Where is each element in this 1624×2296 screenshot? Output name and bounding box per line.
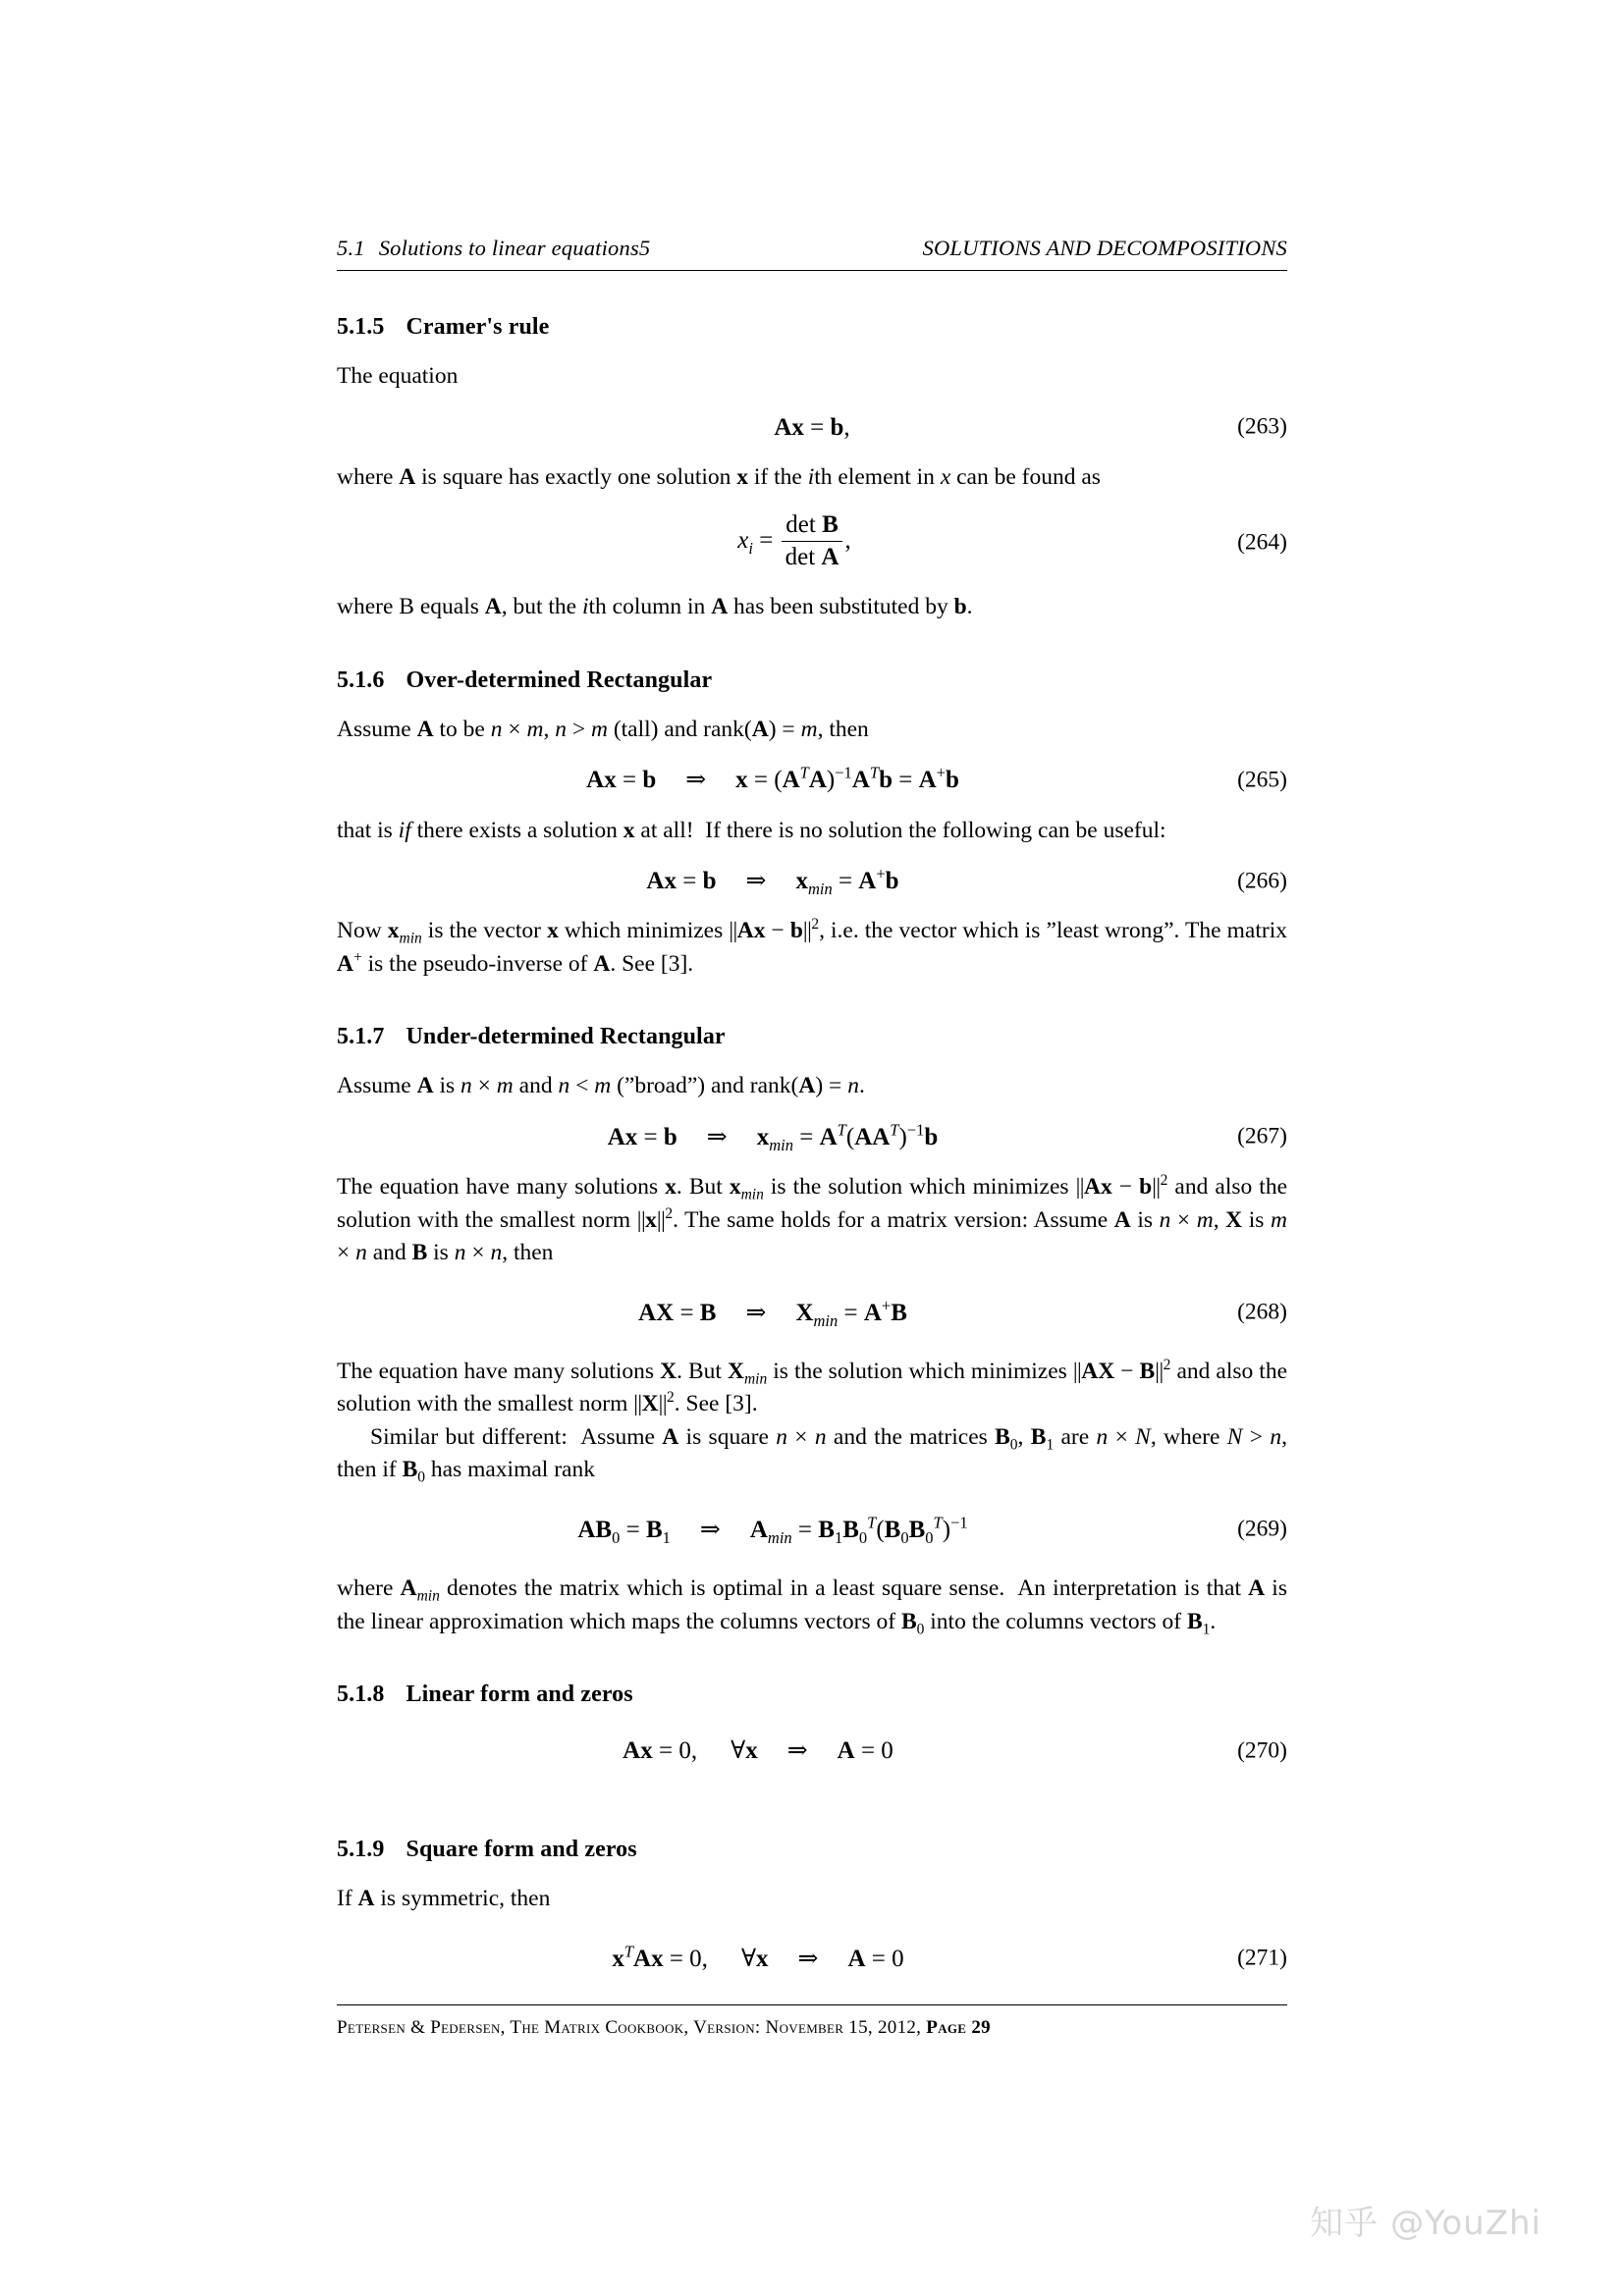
- equation-265-body: Ax = b ⇒ $x = (A^TA)^{-1}A^Tb = A^+b$: [586, 763, 959, 794]
- paragraph-after-265: that is if there exists a solution x at all! If there is no solution the following can be useful:: [337, 817, 1166, 843]
- footer-text: [337, 2017, 1287, 2039]
- equation-266: [337, 860, 1287, 902]
- spacer: [337, 1334, 1287, 1356]
- section-title: Linear form and zeros: [406, 1682, 633, 1707]
- paragraph-after-269: where $A_{min}$ denotes the matrix which is optimal in a least square sense. An interpretation is that A is the linear approximation which maps the columns vectors of $B_0$ into the columns vectors of $B_1$.: [337, 1575, 1287, 1638]
- footer-page-label: Page 29: [926, 2017, 991, 2038]
- spacer: [337, 394, 1287, 406]
- section-heading-5-1-7: [337, 1024, 1287, 1050]
- paragraph-519-intro: If A is symmetric, then: [337, 1886, 551, 1912]
- equation-271: [337, 1938, 1287, 1980]
- equation-269-tag: (269): [1237, 1516, 1287, 1542]
- equation-268: [337, 1292, 1287, 1334]
- section-title: Over-determined Rectangular: [406, 667, 713, 693]
- footer-citation: Petersen & Pedersen, The Matrix Cookbook, Version: November 15, 2012,: [337, 2017, 927, 2038]
- section-title: Under-determined Rectangular: [406, 1024, 726, 1050]
- spacer: [337, 341, 1287, 360]
- paragraph-the-equation: The equation: [337, 363, 459, 389]
- equation-264-body: $x_i$ = $\frac{\text{det B}}{\text{det A}}$ ,: [737, 511, 851, 571]
- equation-266-tag: (266): [1237, 867, 1287, 893]
- section-title: Cramer's rule: [406, 314, 550, 340]
- spacer: [337, 1050, 1287, 1070]
- equation-267-tag: (267): [1237, 1123, 1287, 1149]
- spacer: [337, 624, 1287, 667]
- paragraph-after-266: Now $x_{min}$ is the vector x which minimizes $||Ax - b||^2$, i.e. the vector which is ”least wrong”. The matrix A+ is the pseudo-inverse of A. See [3].: [337, 916, 1287, 977]
- section-heading-5-1-9: [337, 1837, 1287, 1863]
- spacer: [337, 1793, 1287, 1837]
- header-chapter-title: SOLUTIONS AND DECOMPOSITIONS: [922, 236, 1287, 260]
- page-footer: [337, 2004, 1287, 2039]
- zhihu-handle: @YouZhi: [1390, 2204, 1542, 2243]
- equation-267-body: Ax = b ⇒ $x_{min} = A^T(AA^T)^{-1}b$: [607, 1120, 939, 1154]
- spacer: [337, 1270, 1287, 1292]
- paragraph-after-264: where B equals A, but the ith column in A has been substituted by b.: [337, 594, 973, 620]
- section-number: 5.1.8: [337, 1682, 385, 1707]
- spacer: [337, 981, 1287, 1024]
- spacer: [337, 1863, 1287, 1883]
- spacer: [337, 1772, 1287, 1793]
- zhihu-logo-text: 知乎: [1310, 2204, 1380, 2243]
- equation-264-tag: (264): [1237, 529, 1287, 556]
- section-title: Square form and zeros: [406, 1837, 637, 1863]
- section-number: 5.1.9: [337, 1837, 385, 1863]
- running-header: [337, 236, 1287, 271]
- equation-270: [337, 1730, 1287, 1772]
- paragraph-517-intro: Assume A is n × m and n < m (”broad”) and rank(A) = n.: [337, 1073, 865, 1099]
- equation-265-tag: (265): [1237, 767, 1287, 793]
- fraction-det-b-over-det-a: $\frac{\text{det B}}{\text{det A}}$: [782, 511, 843, 571]
- equation-266-body: Ax = b ⇒ $x_{min} = A^+b$: [646, 864, 899, 898]
- spacer: [337, 1551, 1287, 1573]
- spacer: [337, 1103, 1287, 1116]
- spacer: [337, 578, 1287, 591]
- equation-271-tag: (271): [1237, 1945, 1287, 1971]
- equation-271-body: $x^TAx = 0$, ∀x ⇒ A = 0: [612, 1942, 904, 1972]
- header-section-title: Solutions to linear equations: [378, 236, 639, 260]
- zhihu-watermark: [1310, 2196, 1542, 2244]
- spacer: [337, 694, 1287, 714]
- equation-268-tag: (268): [1237, 1299, 1287, 1325]
- paragraph-516-intro: Assume A to be n × m, n > m (tall) and rank(A) = m, then: [337, 716, 869, 742]
- running-header-left: [337, 236, 650, 261]
- spacer: [337, 449, 1287, 461]
- section-number: 5.1.7: [337, 1024, 385, 1050]
- equation-263: [337, 406, 1287, 449]
- equation-265: [337, 759, 1287, 801]
- equation-270-body: Ax = 0, ∀x ⇒ A = 0: [623, 1737, 893, 1764]
- spacer: [337, 847, 1287, 860]
- spacer: [337, 746, 1287, 759]
- spacer: [337, 1487, 1287, 1509]
- spacer: [337, 1708, 1287, 1730]
- spacer: [337, 271, 1287, 314]
- spacer: [337, 902, 1287, 915]
- equation-263-tag: (263): [1237, 413, 1287, 440]
- equation-264: [337, 507, 1287, 578]
- spacer: [337, 1916, 1287, 1938]
- header-section-number: 5.1: [337, 236, 365, 260]
- header-chapter-marker: 5: [638, 236, 651, 260]
- paragraph-after-267: The equation have many solutions x. But $x_{min}$ is the solution which minimizes $||Ax - b||^2$ and also the solution with the smallest norm $||x||^2$. The same holds for a matrix version: Assume A is n × m, X is m × n and B is n × n, then: [337, 1172, 1288, 1265]
- equation-268-body: AX = B ⇒ $X_{min} = A^+B$: [638, 1296, 907, 1330]
- section-heading-5-1-6: [337, 667, 1287, 694]
- page-content: [337, 236, 1287, 1980]
- equation-270-tag: (270): [1237, 1736, 1287, 1763]
- paragraph-similar-but-different: Similar but different: Assume A is square n × n and the matrices $B_0$, $B_1$ are n × N, where N > n, then if $B_0$ has maximal rank: [337, 1423, 1287, 1486]
- equation-269: [337, 1509, 1287, 1551]
- spacer: [337, 802, 1287, 815]
- section-heading-5-1-8: [337, 1682, 1287, 1708]
- equation-263-body: Ax = b,: [774, 413, 850, 441]
- section-number: 5.1.5: [337, 314, 385, 340]
- equation-269-body: $AB_0 = B_1$ ⇒ $A_{min} = B_1B_0^T(B_0B_0^T)^{-1}$: [577, 1513, 968, 1547]
- paragraph-after-268: The equation have many solutions X. But $X_{min}$ is the solution which minimizes $||AX - B||^2$ and also the solution with the smallest norm $||X||^2$. See [3].: [337, 1356, 1287, 1417]
- paragraph-after-263: where A is square has exactly one solution x if the ith element in x can be found as: [337, 463, 1101, 490]
- spacer: [337, 494, 1287, 507]
- spacer: [337, 1158, 1287, 1171]
- equation-267: [337, 1116, 1287, 1158]
- spacer: [337, 1638, 1287, 1682]
- section-heading-5-1-5: [337, 314, 1287, 341]
- section-number: 5.1.6: [337, 667, 385, 693]
- footer-rule: [337, 2004, 1287, 2005]
